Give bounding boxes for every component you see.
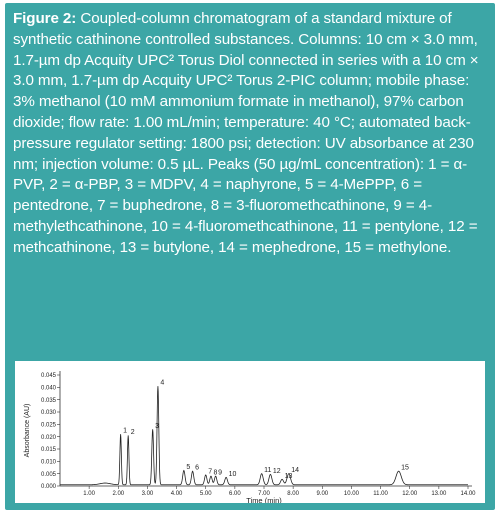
chromatogram-chart xyxy=(15,361,485,503)
x-tick-label: 10.00 xyxy=(343,491,359,497)
x-tick-label: 6.00 xyxy=(229,491,241,497)
peak-label: 13 xyxy=(284,472,293,480)
peak-label: 1 xyxy=(123,427,128,435)
y-tick-label: 0.000 xyxy=(40,484,56,491)
peak-label: 2 xyxy=(130,428,135,436)
peak-label: 10 xyxy=(228,470,237,478)
peak-label: 9 xyxy=(218,469,223,477)
x-tick-label: 1.00 xyxy=(83,491,95,497)
peak-label: 11 xyxy=(264,467,272,475)
x-tick-label: 4.00 xyxy=(170,491,183,497)
x-tick-label: 13.00 xyxy=(431,491,447,497)
y-tick-label: 0.015 xyxy=(40,447,56,454)
x-tick-label: 11.00 xyxy=(373,491,388,497)
caption-text: Coupled-column chromatogram of a standard mixture of synthetic cathinone controlled substances. Columns: 10 cm × 3.0 mm, 1.7-µm dp Acquity UPC² Torus Diol connected in series with a 10 cm × 3.0 mm, 1.7-µm dp Acquity UPC² Torus 2-PIC column; mobile phase: 3% methanol (10 mM ammonium formate in methanol), 97% carbon dioxide; flow rate: 1.00 mL/min; temperature: 40 °C; automated back-pressure regulator setting: 1800 psi; detection: UV absorbance at 230 nm; injection volume: 0.5 µL. Peaks (50 µg/mL concentration): 1 = α-PVP, 2 = α-PBP, 3 = MDPV, 4 = naphyrone, 5 = 4-MePPP, 6 = pentedrone, 7 = buphedrone, 8 = 3-fluoromethcathinone, 9 = 4-methylethcathinone, 10 = 4-fluoromethcathinone, 11 = pentylone, 12 = methcathinone, 13 = butylone, 14 = mephedrone, 15 = methylone. xyxy=(13,10,479,256)
y-axis-ticks xyxy=(41,373,60,490)
peak-labels xyxy=(123,380,409,480)
chart-area xyxy=(15,361,485,503)
y-tick-label: 0.010 xyxy=(40,459,56,466)
y-tick-label: 0.030 xyxy=(40,410,56,417)
y-tick-label: 0.040 xyxy=(40,385,56,392)
y-tick-label: 0.035 xyxy=(40,397,56,404)
x-tick-label: 2.00 xyxy=(112,491,125,497)
x-tick-label: 3.00 xyxy=(141,491,154,497)
x-tick-label: 14.00 xyxy=(460,491,476,497)
figure-label: Figure 2: xyxy=(13,10,77,27)
y-tick-label: 0.020 xyxy=(40,434,56,441)
x-tick-label: 8.00 xyxy=(287,491,299,497)
peak-label: 6 xyxy=(195,464,200,472)
y-tick-label: 0.005 xyxy=(40,471,56,478)
figure-caption xyxy=(13,9,489,259)
peak-label: 14 xyxy=(291,467,300,475)
y-tick-label: 0.045 xyxy=(40,373,56,380)
peak-label: 3 xyxy=(155,422,160,430)
x-axis-label: Time (min) xyxy=(246,496,282,503)
x-tick-label: 12.00 xyxy=(402,491,418,497)
peak-label: 5 xyxy=(186,463,191,471)
x-tick-label: 7.00 xyxy=(258,491,270,497)
figure-panel xyxy=(5,3,495,510)
peak-label: 7 xyxy=(208,468,213,476)
peak-label: 8 xyxy=(213,469,218,477)
x-tick-label: 9.00 xyxy=(316,491,329,497)
y-tick-label: 0.025 xyxy=(40,422,56,429)
y-axis-label: Absorbance (AU) xyxy=(24,403,31,458)
peak-label: 12 xyxy=(272,467,281,475)
peak-label: 15 xyxy=(401,464,409,472)
x-tick-label: 5.00 xyxy=(199,491,212,497)
peak-label: 4 xyxy=(160,379,165,387)
